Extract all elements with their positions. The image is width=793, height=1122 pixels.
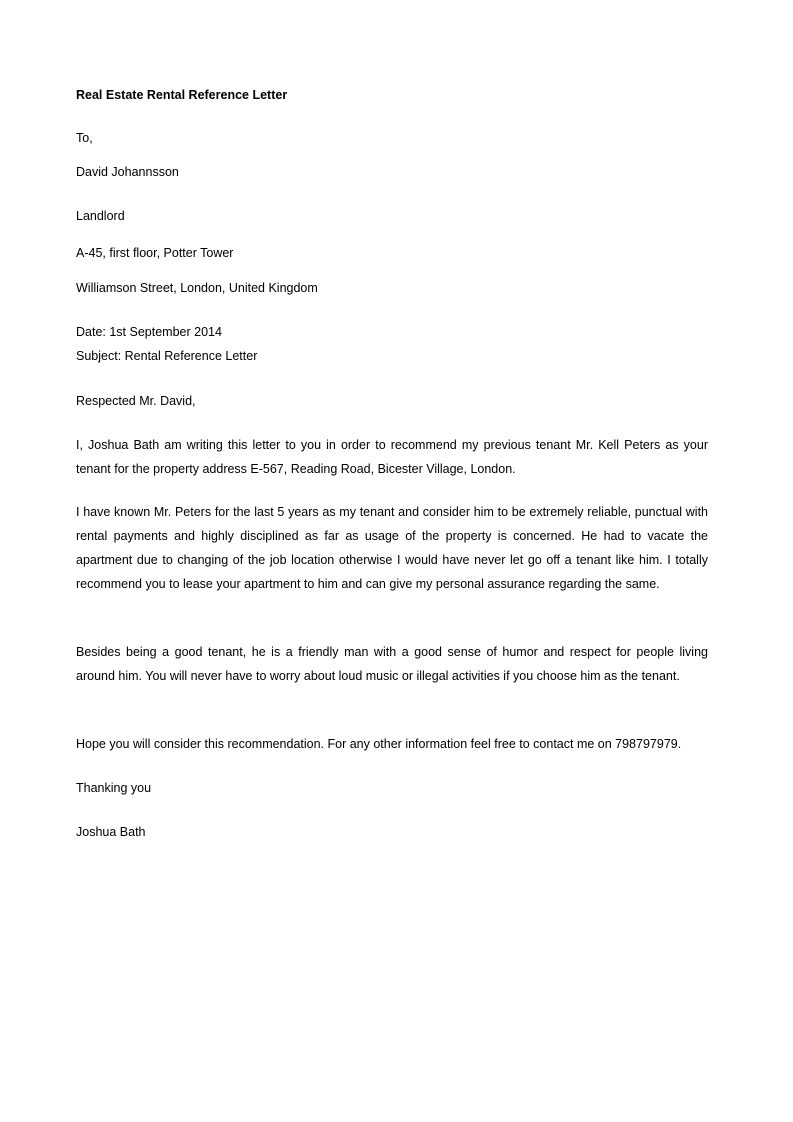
- recipient-name: David Johannsson: [76, 165, 179, 179]
- recipient-role: Landlord: [76, 209, 125, 223]
- salutation: Respected Mr. David,: [76, 394, 196, 408]
- letter-subject: Subject: Rental Reference Letter: [76, 349, 258, 363]
- body-paragraph-1: I, Joshua Bath am writing this letter to you in order to recommend my previous tenant Mr. Kell Peters as your tenant for the property address E-567, Reading Road, Bicester Village, London.: [76, 438, 708, 476]
- address-line-1: A-45, first floor, Potter Tower: [76, 246, 234, 260]
- letter-date: Date: 1st September 2014: [76, 325, 222, 339]
- body-paragraph-4: Hope you will consider this recommendation. For any other information feel free to contact me on 798797979.: [76, 737, 682, 751]
- letter-title: Real Estate Rental Reference Letter: [76, 88, 288, 102]
- closing-line: Thanking you: [76, 781, 152, 795]
- address-line-2: Williamson Street, London, United Kingdom: [76, 281, 318, 295]
- body-paragraph-2: I have known Mr. Peters for the last 5 years as my tenant and consider him to be extremely reliable, punctual with rental payments and highly disciplined as far as usage of the property is concerned. He had to vacate the apartment due to changing of the job location otherwise I would have never let go off a tenant like him. I totally recommend you to lease your apartment to him and can give my personal assurance regarding the same.: [76, 505, 708, 591]
- body-paragraph-3: Besides being a good tenant, he is a friendly man with a good sense of humor and respect for people living around him. You will never have to worry about loud music or illegal activities if you choose him as the tenant.: [76, 645, 708, 683]
- signature-name: Joshua Bath: [76, 825, 146, 839]
- to-line: To,: [76, 131, 93, 145]
